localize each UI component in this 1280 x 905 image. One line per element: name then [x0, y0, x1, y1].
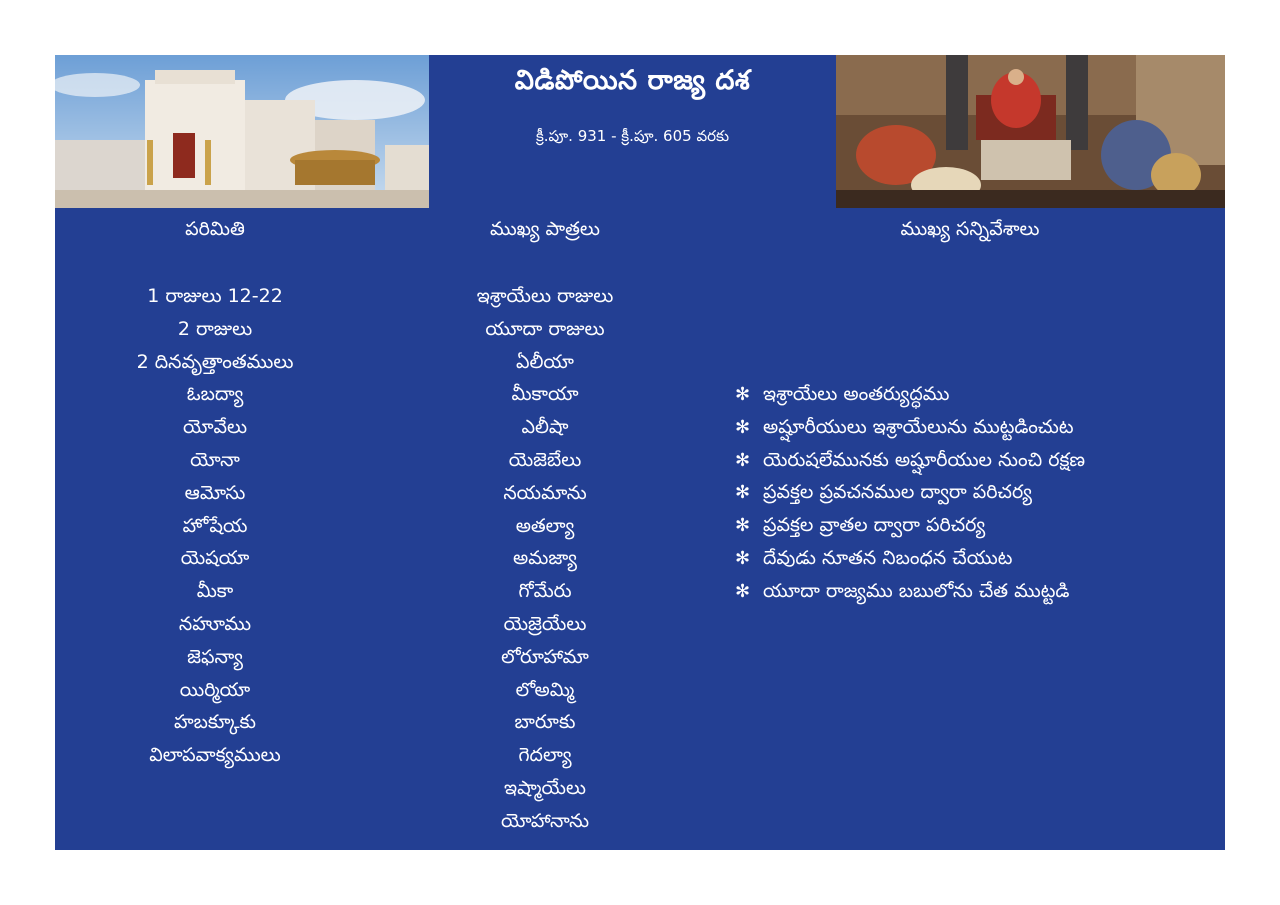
scope-item: 2 రాజులు — [177, 317, 253, 340]
scope-item: యిర్మియా — [179, 678, 251, 701]
asterisk-bullet-icon: ✻ — [735, 416, 751, 438]
character-item: అతల్యా — [515, 514, 575, 537]
asterisk-bullet-icon: ✻ — [735, 547, 751, 569]
event-item — [735, 575, 1085, 608]
scope-item: యెషయా — [180, 547, 250, 570]
character-item: అమజ్యా — [513, 547, 577, 570]
event-text: దేవుడు నూతన నిబంధన చేయుట — [763, 546, 1013, 569]
character-item: మీకాయా — [511, 383, 579, 406]
scope-item: ఆమోసు — [184, 481, 246, 504]
event-item — [735, 476, 1085, 509]
character-item: గోమేరు — [518, 580, 572, 603]
characters-list — [405, 280, 685, 838]
character-item: బారూకు — [514, 711, 576, 734]
character-item: లోరూహామా — [501, 645, 589, 668]
event-item — [735, 411, 1085, 444]
event-text: ప్రవక్తల వ్రాతల ద్వారా పరిచర్య — [763, 514, 986, 537]
character-item: నయమాను — [503, 481, 587, 504]
period-subtitle: క్రీ.పూ. 931 - క్రీ.పూ. 605 వరకు — [535, 127, 730, 145]
temple-image — [55, 55, 429, 208]
event-text: యెరుషలేమునకు అష్షూరీయుల నుంచి రక్షణ — [763, 448, 1086, 471]
scope-item: మీకా — [196, 580, 234, 603]
event-text: ఇశ్రాయేలు అంతర్యుద్ధము — [763, 383, 950, 405]
character-item: యూదా రాజులు — [485, 317, 605, 340]
event-text: అష్షూరీయులు ఇశ్రాయేలును ముట్టడించుట — [763, 415, 1074, 438]
event-text: యూదా రాజ్యము బబులోను చేత ముట్టడి — [763, 579, 1070, 602]
scope-item: ఓబద్యా — [186, 383, 244, 406]
scope-item: నహూము — [178, 612, 252, 635]
asterisk-bullet-icon: ✻ — [735, 580, 751, 602]
scope-item: యోనా — [190, 448, 240, 471]
scope-item: హోషేయ — [182, 514, 248, 537]
asterisk-bullet-icon: ✻ — [735, 482, 751, 504]
event-item — [735, 444, 1085, 477]
character-item: గెదల్యా — [518, 744, 572, 767]
scope-item: జెఫన్యా — [187, 645, 243, 668]
character-item: ఏలీయా — [516, 350, 574, 373]
character-item: యెజ్రెయేలు — [503, 612, 587, 635]
slide — [55, 55, 1225, 850]
asterisk-bullet-icon: ✻ — [735, 449, 751, 471]
character-item: ఇశ్రాయేలు రాజులు — [476, 285, 614, 307]
event-item — [735, 378, 1085, 411]
scope-item: 2 దినవృత్తాంతములు — [136, 350, 294, 373]
scope-item: 1 రాజులు 12-22 — [147, 285, 283, 307]
scope-heading: పరిమితి — [185, 218, 245, 240]
asterisk-bullet-icon: ✻ — [735, 515, 751, 537]
character-item: లోఅమ్మి — [515, 678, 575, 701]
characters-heading: ముఖ్య పాత్రలు — [490, 218, 600, 240]
scope-item: యోవేలు — [182, 416, 248, 439]
scope-list — [75, 280, 355, 772]
scope-item: విలాపవాక్యములు — [149, 744, 281, 767]
character-item: ఎలీషా — [521, 416, 569, 439]
character-item: యెజెబేలు — [508, 448, 582, 471]
asterisk-bullet-icon: ✻ — [735, 384, 751, 405]
character-item: యోహానాను — [500, 809, 590, 832]
events-list — [735, 378, 1085, 608]
scope-item: హబక్కూకు — [173, 711, 257, 734]
event-text: ప్రవక్తల ప్రవచనముల ద్వారా పరిచర్య — [763, 481, 1032, 504]
throne-painting-image — [836, 55, 1225, 208]
character-item: ఇష్మాయేలు — [504, 776, 586, 799]
event-item — [735, 542, 1085, 575]
event-item — [735, 509, 1085, 542]
events-heading: ముఖ్య సన్నివేశాలు — [900, 218, 1040, 240]
page-title: విడిపోయిన రాజ్య దశ — [514, 65, 751, 96]
